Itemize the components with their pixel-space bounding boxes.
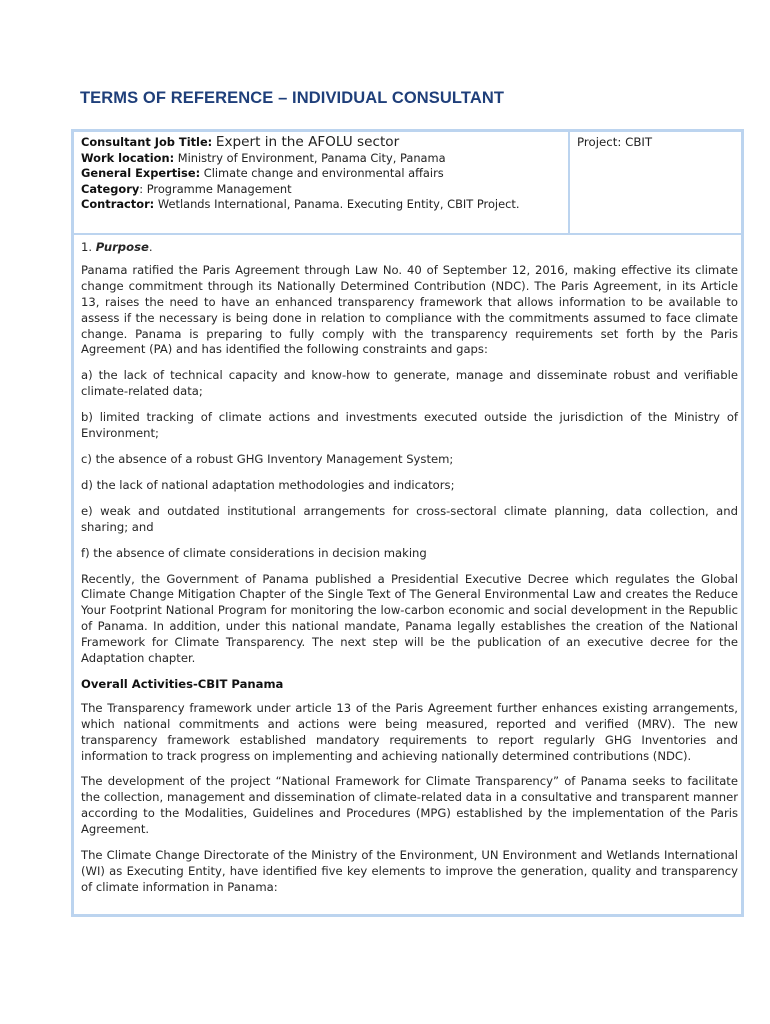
expertise-value: Climate change and environmental affairs: [203, 166, 444, 180]
job-title-label: Consultant Job Title: [81, 135, 208, 149]
job-title-row: Consultant Job Title: Expert in the AFOLU sector: [81, 134, 400, 150]
project-cell: Project: CBIT: [577, 135, 653, 149]
contractor-value: Wetlands International, Panama. Executing Entity, CBIT Project.: [157, 197, 520, 211]
terms-table: [71, 129, 744, 917]
constraint-item: a) the lack of technical capacity and know-how to generate, manage and disseminate robust and verifiable climate-related data;: [81, 368, 738, 399]
consultant-info-row: [74, 132, 741, 235]
work-location-row: [81, 151, 566, 167]
paragraph: Panama ratified the Paris Agreement through Law No. 40 of September 12, 2016, making effective its climate change commitment through its Nationally Determined Contribution (NDC). The Paris Agreement, in its Article 13, raises the need to have an enhanced transparency framework that allows information to be available to assess if the necessary is being done in relation to compliance with the commitments assumed to face climate change. Panama is preparing to fully comply with the transparency requirements set forth by the Paris Agreement (PA) and has identified the following constraints and gaps:: [81, 262, 738, 357]
purpose-number: 1.: [81, 240, 93, 254]
paragraph: The Climate Change Directorate of the Ministry of the Environment, UN Environment and Wetlands International (WI) as Executing Entity, have identified five key elements to improve the generation, quality and transparency of climate information in Panama:: [81, 848, 738, 894]
column-divider: [568, 132, 570, 235]
constraint-item: c) the absence of a robust GHG Inventory Management System;: [81, 451, 454, 466]
paragraph: The Transparency framework under article 13 of the Paris Agreement further enhances existing arrangements, which national commitments and actions were being measured, reported and verified (MRV). The new transparency framework established mandatory requirements to report regularly GHG Inventories and information to track progress on implementing and achieving nationally determined contributions (NDC).: [81, 700, 738, 763]
constraint-item: e) weak and outdated institutional arrangements for cross-sectoral climate planning, data collection, and sharing; and: [81, 503, 738, 534]
constraint-item: f) the absence of climate considerations in decision making: [81, 545, 427, 560]
expertise-label: General Expertise:: [81, 166, 201, 180]
consultant-details: [81, 135, 566, 213]
work-location-value: Ministry of Environment, Panama City, Panama: [177, 150, 446, 165]
category-value: Programme Management: [146, 181, 292, 196]
activities-heading: Overall Activities-CBIT Panama: [81, 676, 284, 691]
constraint-item: d) the lack of national adaptation methodologies and indicators;: [81, 477, 455, 492]
contractor-label: Contractor:: [81, 197, 155, 211]
work-location-label: Work location:: [81, 150, 175, 165]
job-title-value: Expert in the AFOLU sector: [215, 134, 400, 150]
contractor-row: [81, 197, 566, 213]
constraint-item: b) limited tracking of climate actions and investments executed outside the jurisdiction of the Ministry of Environment;: [81, 410, 738, 441]
paragraph: Recently, the Government of Panama published a Presidential Executive Decree which regulates the Global Climate Change Mitigation Chapter of the Single Text of The General Environmental Law and creates the Reduce Your Footprint National Program for monitoring the low-carbon economic and social development in the Republic of Panama. In addition, under this national mandate, Panama legally establishes the creation of the National Framework for Climate Transparency. The next step will be the publication of an executive decree for the Adaptation chapter.: [81, 571, 738, 666]
purpose-heading: 1. Purpose.: [81, 240, 153, 254]
category-label: Category: [81, 181, 140, 196]
category-row: Category: Programme Management: [81, 181, 292, 196]
document-title: TERMS OF REFERENCE – INDIVIDUAL CONSULTANT: [80, 89, 505, 107]
purpose-label: Purpose: [95, 240, 149, 254]
expertise-row: [81, 166, 566, 182]
paragraph: The development of the project “National Framework for Climate Transparency” of Panama seeks to facilitate the collection, management and dissemination of climate-related data in a consultative and transparent manner according to the Modalities, Guidelines and Procedures (MPG) established by the implementation of the Paris Agreement.: [81, 774, 738, 837]
document-body: [81, 240, 738, 906]
